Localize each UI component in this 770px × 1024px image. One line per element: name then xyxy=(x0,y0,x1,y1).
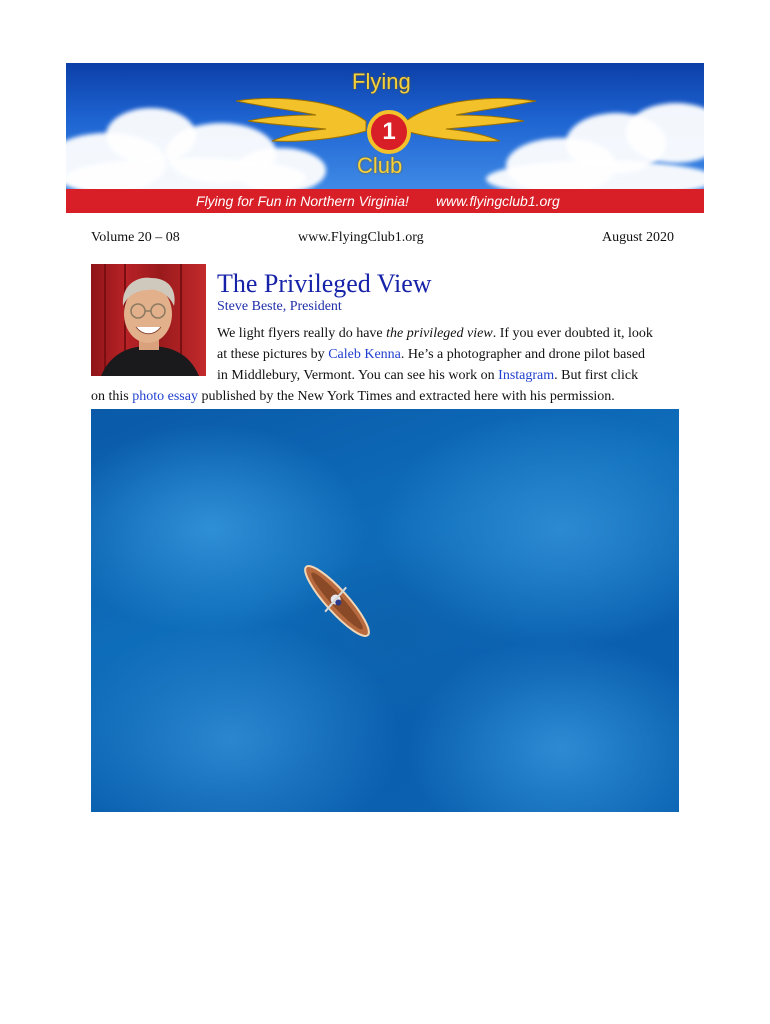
banner-url[interactable]: www.flyingclub1.org xyxy=(436,193,560,209)
photo-essay-link[interactable]: photo essay xyxy=(132,389,198,404)
caleb-kenna-link[interactable]: Caleb Kenna xyxy=(328,347,401,362)
article-line: on this photo essay published by the New York Times and extracted here with his permission. xyxy=(91,389,615,404)
aerial-canoe-photo xyxy=(91,409,679,812)
website-link[interactable]: www.FlyingClub1.org xyxy=(298,230,424,245)
masthead-banner xyxy=(66,63,704,213)
logo-word-flying: Flying xyxy=(352,69,411,94)
banner-strip xyxy=(66,189,704,213)
article-line: We light flyers really do have the privileged view. If you ever doubted it, look xyxy=(217,326,653,341)
article-line: in Middlebury, Vermont. You can see his work on Instagram. But first click xyxy=(217,368,639,383)
article-line: at these pictures by Caleb Kenna. He’s a photographer and drone pilot based xyxy=(217,347,646,362)
banner-sky xyxy=(66,63,704,189)
logo-word-club: Club xyxy=(357,153,403,178)
author-portrait xyxy=(91,264,206,376)
canoe-icon xyxy=(91,409,679,812)
article-title: The Privileged View xyxy=(217,269,432,298)
instagram-link[interactable]: Instagram xyxy=(498,368,555,383)
author-photo-icon xyxy=(91,264,206,376)
article-byline: Steve Beste, President xyxy=(217,299,342,314)
volume-label: Volume 20 – 08 xyxy=(91,230,180,245)
issue-date: August 2020 xyxy=(602,230,674,245)
logo-number-badge: 1 xyxy=(367,110,411,154)
banner-tagline: Flying for Fun in Northern Virginia! xyxy=(196,193,409,209)
emphasis-privileged-view: the privileged view xyxy=(386,326,493,341)
